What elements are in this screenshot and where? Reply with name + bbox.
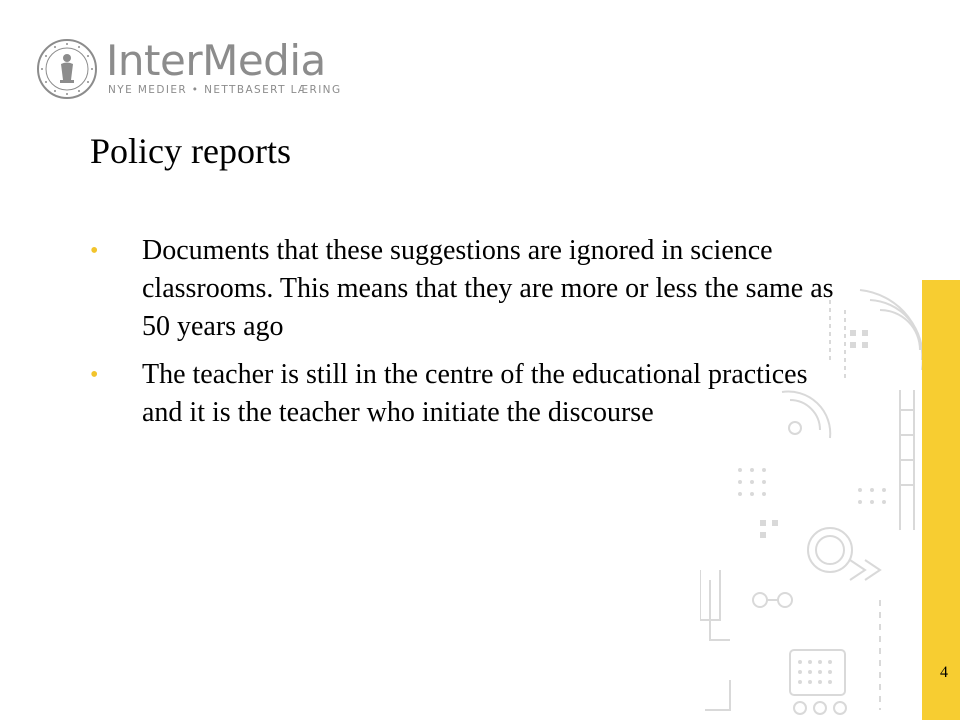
bullet-marker: • — [90, 238, 99, 264]
decorative-illustration — [700, 270, 922, 720]
logo-tagline: NYE MEDIER • NETTBASERT LÆRING — [108, 84, 342, 96]
logo-wordmark: InterMedia — [106, 36, 326, 85]
intermedia-logo — [36, 36, 342, 102]
bullet-text: Documents that these suggestions are ignored in science classrooms. This means that they are more or less the same as 50 years ago — [142, 235, 834, 342]
bullet-text: The teacher is still in the centre of the educational practices and it is the teacher who initiate the discourse — [142, 359, 808, 428]
university-seal-icon — [36, 38, 98, 100]
yellow-side-bar — [922, 280, 960, 720]
bullet-marker: • — [90, 362, 99, 388]
page-number: 4 — [940, 664, 948, 681]
slide-title: Policy reports — [90, 131, 291, 171]
